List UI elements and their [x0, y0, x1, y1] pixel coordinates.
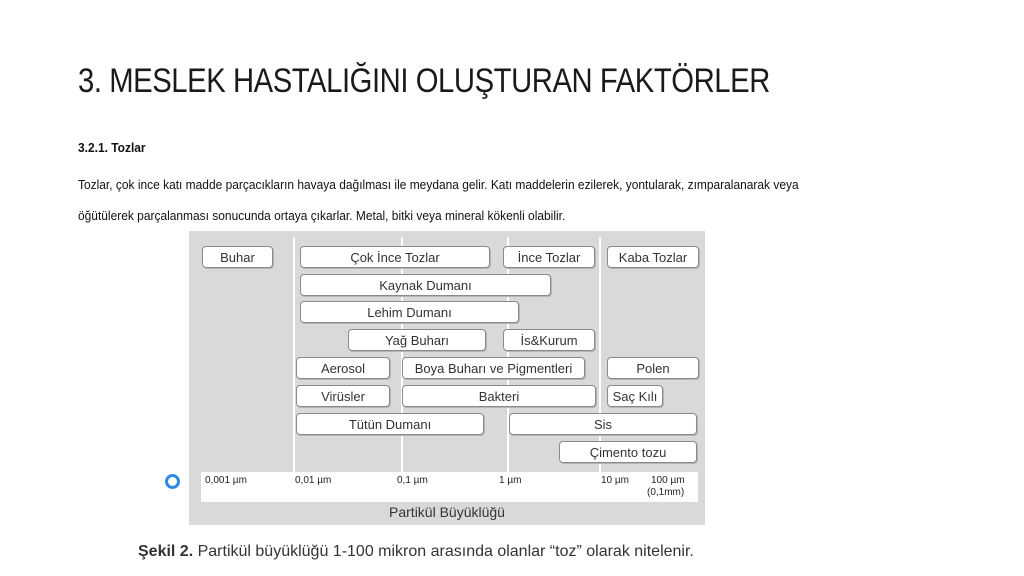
slide-title: 3. MESLEK HASTALIĞINI OLUŞTURAN FAKTÖRLER: [78, 62, 770, 100]
caption-text: Partikül büyüklüğü 1-100 mikron arasında olanlar “toz” olarak nitelenir.: [197, 543, 694, 560]
axis-label: Partikül Büyüklüğü: [389, 504, 505, 520]
paragraph-line-2: öğütülerek parçalanması sonucunda ortaya çıkarlar. Metal, bitki veya mineral kökenli olabilir.: [78, 208, 566, 223]
scale-tick: 0,01 µm: [295, 475, 332, 486]
box-yag-buhari: Yağ Buharı: [348, 329, 486, 351]
box-sac-kili: Saç Kılı: [607, 385, 663, 407]
box-kaynak-dumani: Kaynak Dumanı: [300, 274, 551, 296]
box-lehim-dumani: Lehim Dumanı: [300, 301, 519, 323]
scale-tick: 1 µm: [499, 475, 522, 486]
box-boya-buhari: Boya Buharı ve Pigmentleri: [402, 357, 585, 379]
box-is-kurum: İs&Kurum: [503, 329, 595, 351]
box-polen: Polen: [607, 357, 699, 379]
section-subtitle: 3.2.1. Tozlar: [78, 140, 146, 155]
box-aerosol: Aerosol: [296, 357, 390, 379]
scale-tick: 0,001 µm: [205, 475, 247, 486]
scale-tick: 0,1 µm: [397, 475, 428, 486]
scale-tick: 100 µm: [651, 475, 685, 486]
box-cok-ince-tozlar: Çok İnce Tozlar: [300, 246, 490, 268]
box-kaba-tozlar: Kaba Tozlar: [607, 246, 699, 268]
particle-size-scale: [201, 472, 698, 502]
box-sis: Sis: [509, 413, 697, 435]
paragraph-line-1: Tozlar, çok ince katı madde parçacıkların havaya dağılması ile meydana gelir. Katı maddelerin ezilerek, yontularak, zımparalanarak veya: [78, 177, 799, 192]
particle-size-figure: [189, 231, 705, 525]
box-buhar: Buhar: [202, 246, 273, 268]
box-tutun-dumani: Tütün Dumanı: [296, 413, 484, 435]
box-virusler: Virüsler: [296, 385, 390, 407]
gridline: [293, 237, 295, 481]
bullet-icon: [165, 474, 180, 489]
figure-caption: [138, 543, 694, 561]
box-ince-tozlar: İnce Tozlar: [503, 246, 595, 268]
caption-prefix: Şekil 2.: [138, 543, 194, 560]
box-bakteri: Bakteri: [402, 385, 596, 407]
scale-tick: 10 µm: [601, 475, 629, 486]
box-cimento-tozu: Çimento tozu: [559, 441, 697, 463]
scale-tick-sub: (0,1mm): [647, 487, 685, 498]
